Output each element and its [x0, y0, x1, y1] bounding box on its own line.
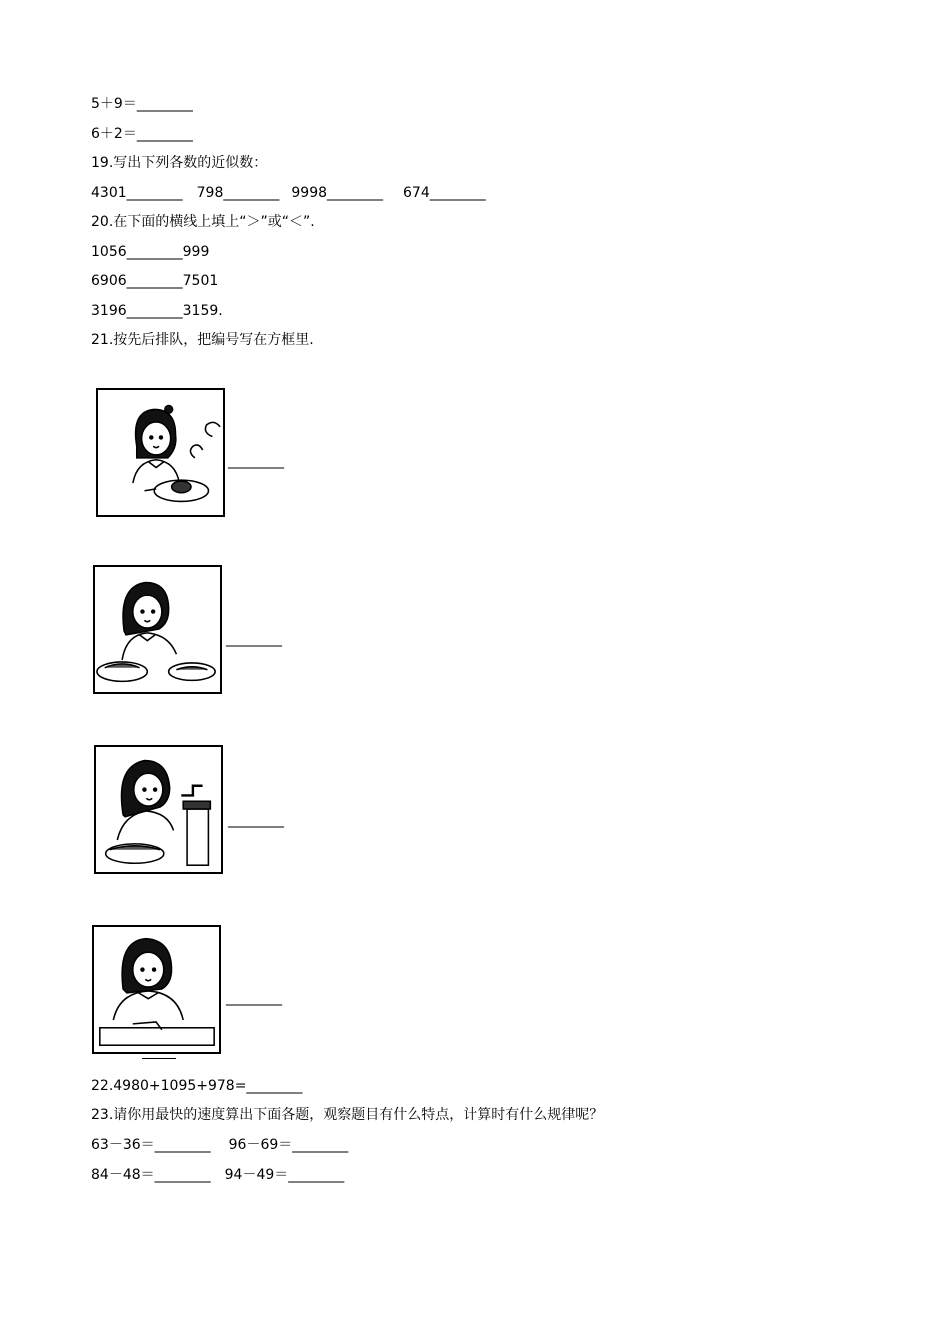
question-22: 22.4980+1095+978=________	[91, 1078, 303, 1094]
serving-icon	[93, 565, 222, 694]
washing-icon	[94, 745, 223, 874]
q19-item-4301: 4301________	[91, 185, 183, 201]
answer-blank-2[interactable]: ________	[226, 631, 282, 647]
question-20: 20.在下面的横线上填上“＞”或“＜”.	[91, 214, 315, 230]
question-19: 19.写出下列各数的近似数：	[91, 155, 268, 171]
equation-5-plus-9: 5＋9＝________	[91, 96, 193, 112]
q19-item-9998: 9998________	[291, 185, 384, 201]
q19-item-798: 798________	[196, 185, 280, 201]
q23-item-63-36: 63－36＝________	[91, 1137, 211, 1153]
q20-item-6906: 6906________7501	[91, 273, 219, 289]
equation-6-plus-2: 6＋2＝________	[91, 126, 193, 142]
question-19-items	[91, 183, 486, 203]
q23-item-84-48: 84－48＝________	[91, 1167, 211, 1183]
q20-item-1056: 1056________999	[91, 244, 210, 260]
cutting-icon	[92, 925, 221, 1054]
question-23-row-2	[91, 1165, 344, 1185]
q23-item-94-49: 94－49＝________	[224, 1167, 345, 1183]
answer-blank-4[interactable]: ________	[226, 990, 282, 1006]
question-21: 21.按先后排队，把编号写在方框里.	[91, 332, 314, 348]
answer-blank-3[interactable]: ________	[228, 812, 284, 828]
divider	[142, 1058, 176, 1059]
cooking-icon	[96, 388, 225, 517]
question-23-row-1	[91, 1135, 348, 1155]
q20-item-3196: 3196________3159.	[91, 303, 223, 319]
question-23: 23.请你用最快的速度算出下面各题，观察题目有什么特点，计算时有什么规律呢？	[91, 1107, 604, 1123]
q19-item-674: 674________	[403, 185, 486, 201]
q23-item-96-69: 96－69＝________	[228, 1137, 349, 1153]
answer-blank-1[interactable]: ________	[228, 453, 284, 469]
